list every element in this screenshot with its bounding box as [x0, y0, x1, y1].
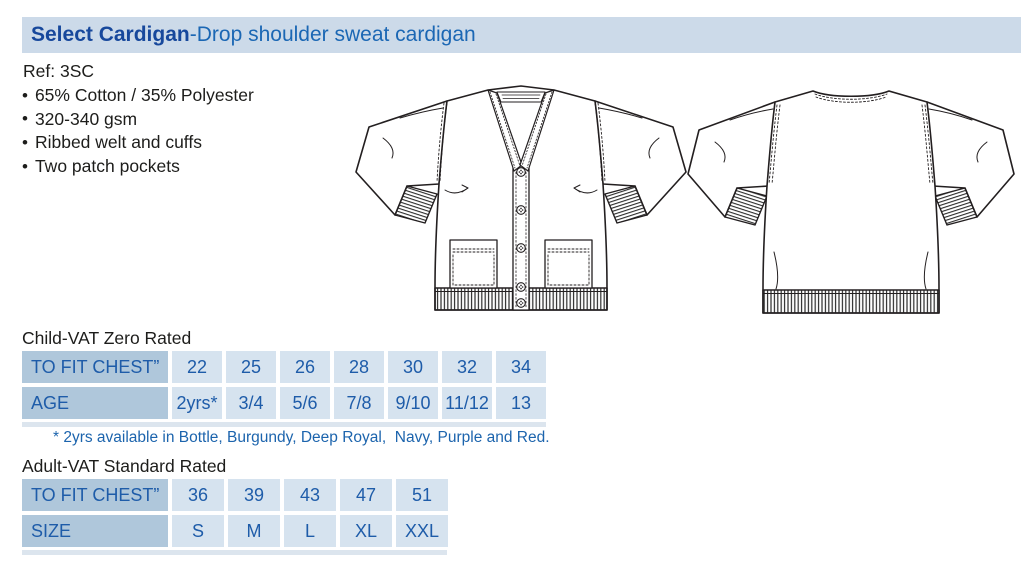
back-body: [763, 91, 939, 313]
table-cell: 9/10: [388, 387, 438, 419]
cardigan-front-view-drawing: [352, 78, 688, 320]
table-row: [22, 479, 448, 511]
feature-item: • 65% Cotton / 35% Polyester: [22, 84, 254, 108]
product-ref: Ref: 3SC: [23, 61, 94, 81]
row-header-to-fit-chest: TO FIT CHEST”: [22, 351, 168, 383]
row-header-to-fit-chest: TO FIT CHEST”: [22, 479, 168, 511]
table-cell: 11/12: [442, 387, 492, 419]
table-cell: 47: [340, 479, 392, 511]
product-title-bar: [22, 17, 1021, 53]
table-bottom-strip: [22, 422, 546, 427]
child-table-title: Child-VAT Zero Rated: [22, 328, 192, 348]
cardigan-back-view-drawing: [683, 78, 1021, 320]
table-cell: M: [228, 515, 280, 547]
table-cell: XXL: [396, 515, 448, 547]
front-left-pocket: [450, 240, 497, 288]
feature-item: • 320-340 gsm: [22, 108, 254, 132]
table-row: [22, 351, 546, 383]
table-row: [22, 387, 546, 419]
row-header-size: SIZE: [22, 515, 168, 547]
table-cell: 7/8: [334, 387, 384, 419]
table-cell: 30: [388, 351, 438, 383]
product-name: Select Cardigan: [31, 23, 190, 46]
table-row: [22, 515, 448, 547]
table-cell: 36: [172, 479, 224, 511]
table-cell: 43: [284, 479, 336, 511]
adult-size-table: [22, 479, 448, 555]
table-cell: 2yrs*: [172, 387, 222, 419]
child-table-footnote: * 2yrs available in Bottle, Burgundy, Deep Royal, Navy, Purple and Red.: [53, 429, 550, 446]
table-cell: XL: [340, 515, 392, 547]
table-cell: 13: [496, 387, 546, 419]
table-cell: 5/6: [280, 387, 330, 419]
front-right-pocket: [545, 240, 592, 288]
table-cell: 51: [396, 479, 448, 511]
feature-item: • Ribbed welt and cuffs: [22, 131, 254, 155]
product-feature-list: [22, 84, 254, 178]
table-cell: S: [172, 515, 224, 547]
table-cell: 28: [334, 351, 384, 383]
table-cell: L: [284, 515, 336, 547]
front-back-collar: [497, 92, 545, 102]
feature-item: • Two patch pockets: [22, 155, 254, 179]
table-cell: 22: [172, 351, 222, 383]
adult-table-title: Adult-VAT Standard Rated: [22, 456, 227, 476]
table-cell: 25: [226, 351, 276, 383]
table-cell: 32: [442, 351, 492, 383]
child-size-table: [22, 351, 546, 427]
product-subtitle: -Drop shoulder sweat cardigan: [189, 23, 476, 46]
table-cell: 26: [280, 351, 330, 383]
table-bottom-strip: [22, 550, 447, 555]
table-cell: 3/4: [226, 387, 276, 419]
row-header-age: AGE: [22, 387, 168, 419]
table-cell: 34: [496, 351, 546, 383]
table-cell: 39: [228, 479, 280, 511]
